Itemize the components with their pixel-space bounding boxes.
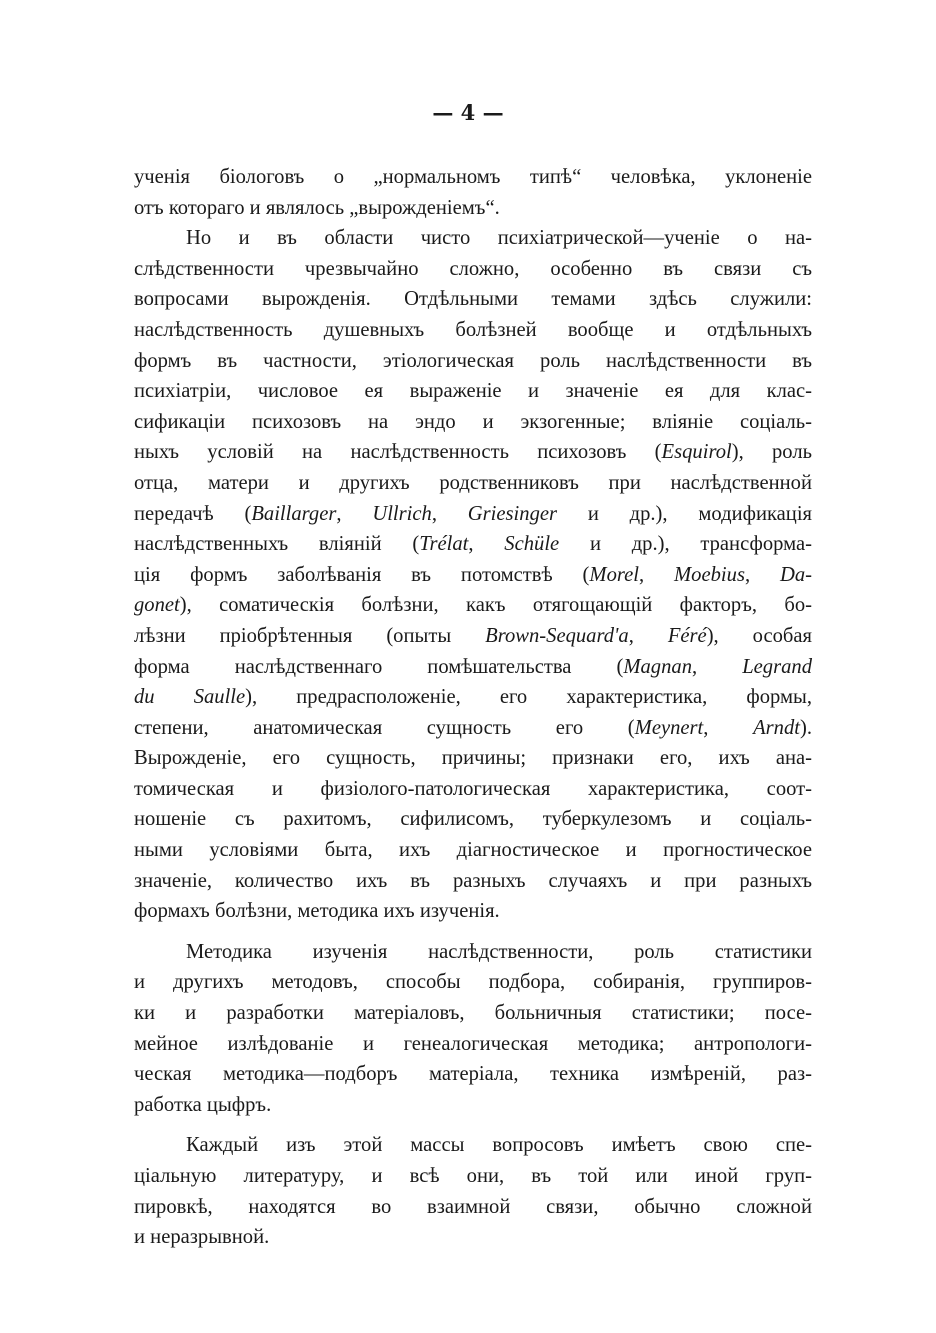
text-segment: ). [799, 716, 812, 739]
text-segment: формахъ болѣзни, методика ихъ изученія. [134, 900, 500, 923]
text-segment: ныхъ условій на наслѣдственность психозовъ ( [134, 441, 662, 464]
paragraph [134, 223, 812, 927]
text-line [134, 937, 812, 968]
italic-name: Da- [779, 563, 813, 586]
italic-name: Magnan [623, 655, 692, 678]
text-segment: ), роль [731, 441, 812, 464]
text-segment: мейное излѣдованіе и генеалогическая методика; антропологи- [134, 1032, 812, 1055]
text-line [134, 284, 812, 315]
text-line [134, 1130, 812, 1161]
italic-name: Trélat [419, 533, 469, 556]
text-segment: степени, анатомическая сущность его ( [134, 716, 635, 739]
text-line [134, 468, 812, 499]
text-segment: работка цыфръ. [134, 1093, 272, 1116]
text-segment: ношеніе съ рахитомъ, сифилисомъ, туберкулезомъ и соціаль- [134, 808, 812, 831]
text-segment: ), предрасположеніе, его характеристика, формы, [245, 686, 813, 709]
text-segment: , [468, 533, 505, 556]
paragraph-spacer [134, 1120, 812, 1130]
paragraph [134, 162, 812, 223]
text-line [134, 223, 812, 254]
text-segment: , [336, 502, 373, 525]
text-segment: ческая методика—подборъ матеріала, техника измѣреній, раз- [134, 1063, 812, 1086]
text-segment: отца, матери и другихъ родственниковъ при наслѣдственной [134, 471, 812, 494]
text-line [134, 1222, 812, 1253]
text-line [134, 254, 812, 285]
text-segment: наслѣдственныхъ вліяній ( [134, 533, 420, 556]
text-line [134, 743, 812, 774]
text-segment: и неразрывной. [134, 1226, 270, 1249]
text-line [134, 682, 812, 713]
text-segment: ція формъ заболѣванія въ потомствѣ ( [134, 563, 590, 586]
text-line [134, 407, 812, 438]
text-segment: значеніе, количество ихъ въ разныхъ случаяхъ и при разныхъ [134, 869, 812, 892]
text-line [134, 315, 812, 346]
text-segment: ными условіями быта, ихъ діагностическое и прогностическое [134, 839, 812, 862]
text-segment: и другихъ методовъ, способы подбора, собиранія, группиров- [134, 971, 812, 994]
italic-name: Griesinger [467, 502, 558, 525]
italic-name: Ullrich [372, 502, 432, 525]
text-line [134, 652, 812, 683]
text-line [134, 998, 812, 1029]
text-line [134, 713, 812, 744]
text-segment: , [692, 655, 743, 678]
text-segment: Каждый изъ этой массы вопросовъ имѣетъ свою спе- [186, 1134, 812, 1157]
text-segment: , [628, 624, 668, 647]
text-segment: вопросами вырожденія. Отдѣльными темами здѣсь служили: [134, 288, 812, 311]
text-line [134, 774, 812, 805]
italic-name: Féré [667, 624, 707, 647]
text-line [134, 560, 812, 591]
text-segment: , [431, 502, 468, 525]
italic-name: Arndt [753, 716, 800, 739]
text-segment: слѣдственности чрезвычайно сложно, особенно въ связи съ [134, 257, 812, 280]
text-segment: ученія біологовъ о „нормальномъ типѣ“ человѣка, уклоненіе [134, 166, 812, 188]
text-line [134, 529, 812, 560]
text-segment: Вырожденіе, его сущность, причины; признаки его, ихъ ана- [134, 747, 812, 770]
body-text [134, 162, 812, 1253]
italic-name: Legrand [742, 655, 812, 678]
text-segment: психіатріи, числовое ея выраженіе и значеніе ея для клас- [134, 380, 812, 403]
text-line [134, 193, 812, 224]
text-line [134, 376, 812, 407]
text-segment: наслѣдственность душевныхъ болѣзней вообще и отдѣльныхъ [134, 318, 812, 341]
text-segment: Но и въ области чисто психіатрической—ученіе о на- [186, 227, 812, 250]
text-line [134, 162, 812, 193]
text-segment: и др.), модификація [557, 502, 813, 525]
italic-name: Baillarger [251, 502, 337, 525]
text-segment: передачѣ ( [134, 502, 252, 525]
text-segment: , [639, 563, 675, 586]
text-segment: томическая и физіолого-патологическая характеристика, соот- [134, 777, 812, 800]
text-line [134, 804, 812, 835]
text-segment: ), особая [706, 624, 812, 647]
text-line [134, 437, 812, 468]
italic-name: Meynert [634, 716, 704, 739]
italic-name: du Saulle [134, 686, 246, 709]
paragraph [134, 937, 812, 1121]
page-number: — 4 — [432, 100, 504, 125]
text-line [134, 346, 812, 377]
text-segment: лѣзни пріобрѣтенныя (опыты [134, 624, 486, 647]
text-segment: Методика изученія наслѣдственности, роль статистики [186, 940, 812, 963]
text-segment: ціальную литературу, и всѣ они, въ той или иной груп- [134, 1165, 812, 1187]
text-segment: пировкѣ, находятся во взаимной связи, обычно сложной [134, 1195, 812, 1218]
text-line [134, 1090, 812, 1121]
text-line [134, 835, 812, 866]
text-segment: отъ котораго и являлось „вырожденіемъ“. [134, 196, 500, 219]
paragraph [134, 1130, 812, 1252]
text-line [134, 621, 812, 652]
text-line [134, 1029, 812, 1060]
text-segment: форма наслѣдственнаго помѣшательства ( [134, 655, 624, 678]
italic-name: Schüle [504, 533, 560, 556]
text-segment: и др.), трансформа- [559, 533, 812, 556]
italic-name: Moebius [674, 563, 745, 586]
italic-name: Morel [589, 563, 639, 586]
text-line [134, 866, 812, 897]
text-line [134, 1161, 812, 1192]
text-segment: , [703, 716, 754, 739]
paragraph-spacer [134, 927, 812, 937]
text-line [134, 1192, 812, 1223]
text-segment: сификаціи психозовъ на эндо и экзогенные; вліяніе соціаль- [134, 410, 812, 433]
text-line [134, 967, 812, 998]
text-line [134, 1059, 812, 1090]
text-segment: , [744, 563, 780, 586]
text-segment: формъ въ частности, этіологическая роль наслѣдственности въ [134, 349, 812, 372]
text-line [134, 896, 812, 927]
italic-name: Brown-Sequard'a [485, 624, 629, 647]
text-segment: ки и разработки матеріаловъ, больничныя статистики; посе- [134, 1002, 812, 1025]
italic-name: Esquirol [661, 441, 732, 464]
text-line [134, 499, 812, 530]
text-segment: ), соматическія болѣзни, какъ отягощающій факторъ, бо- [179, 594, 812, 617]
text-line [134, 590, 812, 621]
italic-name: gonet [134, 594, 180, 617]
